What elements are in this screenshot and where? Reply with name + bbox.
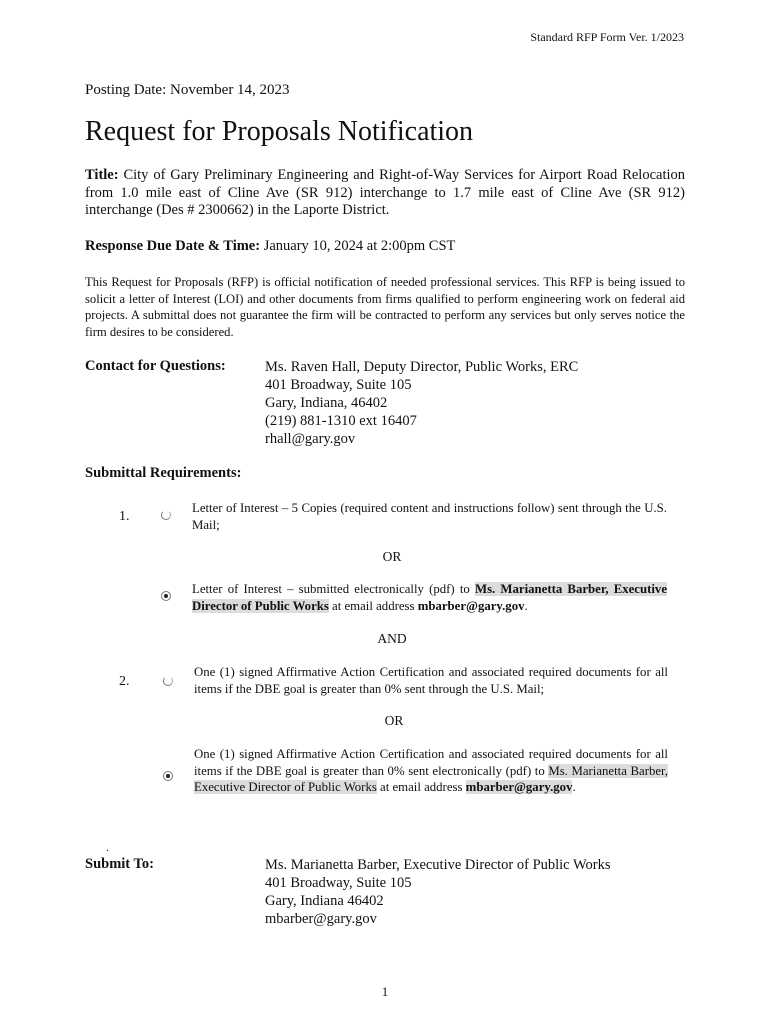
req2-option-b-radio[interactable]	[163, 771, 173, 781]
form-version: Standard RFP Form Ver. 1/2023	[530, 30, 684, 44]
req2-option-b-suffix: .	[572, 780, 576, 794]
title-text: City of Gary Preliminary Engineering and Right-of-Way Services for Airport Road Relocation from 1.0 mile east of Cline Ave (SR 912) interchange to 1.7 mile east of Cline Ave (SR 912) interchange (Des # 2300662) in the Laporte District.	[85, 167, 686, 218]
submit-to-line: Gary, Indiana 46402	[265, 893, 384, 909]
req1-option-b-name: Ms. Marianetta Barber, Executive Director of Public Works	[192, 582, 667, 613]
req2-option-a-text: One (1) signed Affirmative Action Certification and associated required documents for all items if the DBE goal is greater than 0% sent through the U.S. Mail;	[194, 665, 668, 696]
req1-option-b-prefix: Letter of Interest – submitted electronically (pdf) to	[192, 582, 475, 596]
req1-option-b-suffix: .	[524, 598, 528, 613]
req2-option-b-mid: at email address	[376, 780, 466, 794]
req2-option-b-prefix: One (1) signed Affirmative Action Certification and associated required documents for all items if the DBE goal is greater than 0% sent electronically (pdf) to	[194, 747, 668, 778]
response-due	[85, 238, 455, 255]
req2-or: OR	[384, 713, 404, 728]
req1-option-a-radio[interactable]	[161, 510, 171, 520]
and-separator: AND	[377, 631, 407, 646]
response-due-value: January 10, 2024 at 2:00pm CST	[263, 238, 456, 254]
title-section	[85, 167, 685, 220]
contact-line: (219) 881-1310 ext 16407	[265, 413, 417, 429]
req1-option-b-mid: at email address	[328, 598, 418, 613]
posting-date: Posting Date: November 14, 2023	[85, 82, 290, 98]
submit-to-line: Ms. Marianetta Barber, Executive Director of Public Works	[265, 857, 611, 873]
req2-option-a-radio[interactable]	[163, 676, 173, 686]
req1-number: 1.	[119, 509, 130, 524]
title-label: Title:	[85, 167, 119, 183]
req2-number: 2.	[119, 674, 130, 689]
contact-line: Gary, Indiana, 46402	[265, 395, 388, 411]
req1-option-a-text: Letter of Interest – 5 Copies (required content and instructions follow) sent through the U.S. Mail;	[192, 501, 667, 532]
req1-option-b-email: mbarber@gary.gov	[417, 598, 525, 613]
contact-label: Contact for Questions:	[85, 358, 226, 374]
submit-to-address	[265, 856, 610, 928]
response-due-label: Response Due Date & Time:	[85, 238, 261, 254]
req2-option-b-text	[194, 746, 668, 796]
contact-email: rhall@gary.gov	[265, 431, 356, 447]
submit-to-email: mbarber@gary.gov	[265, 911, 377, 927]
req1-option-b-radio[interactable]	[161, 591, 171, 601]
submit-to-line: 401 Broadway, Suite 105	[265, 875, 412, 891]
req1-or: OR	[382, 549, 402, 564]
req2-option-b-name: Ms. Marianetta Barber, Executive Director of Public Works	[194, 763, 668, 794]
submit-to-label: Submit To:	[85, 856, 154, 872]
intro-paragraph: This Request for Proposals (RFP) is official notification of needed professional services. This RFP is being issued to solicit a letter of Interest (LOI) and other documents from firms qualified to perform engineering work on federal aid projects. A submittal does not guarantee the firm will be contracted to perform any services but only serves notice the firm desires to be considered.	[85, 275, 685, 339]
req2-option-b-email: mbarber@gary.gov	[465, 780, 573, 794]
contact-line: Ms. Raven Hall, Deputy Director, Public Works, ERC	[265, 359, 579, 375]
contact-address	[265, 358, 578, 448]
submittal-label: Submittal Requirements:	[85, 465, 242, 481]
stray-dot: .	[106, 840, 109, 854]
req1-option-b-text	[192, 581, 667, 614]
page-title: Request for Proposals Notification	[85, 116, 474, 147]
contact-line: 401 Broadway, Suite 105	[265, 377, 412, 393]
page-number: 1	[381, 984, 389, 999]
